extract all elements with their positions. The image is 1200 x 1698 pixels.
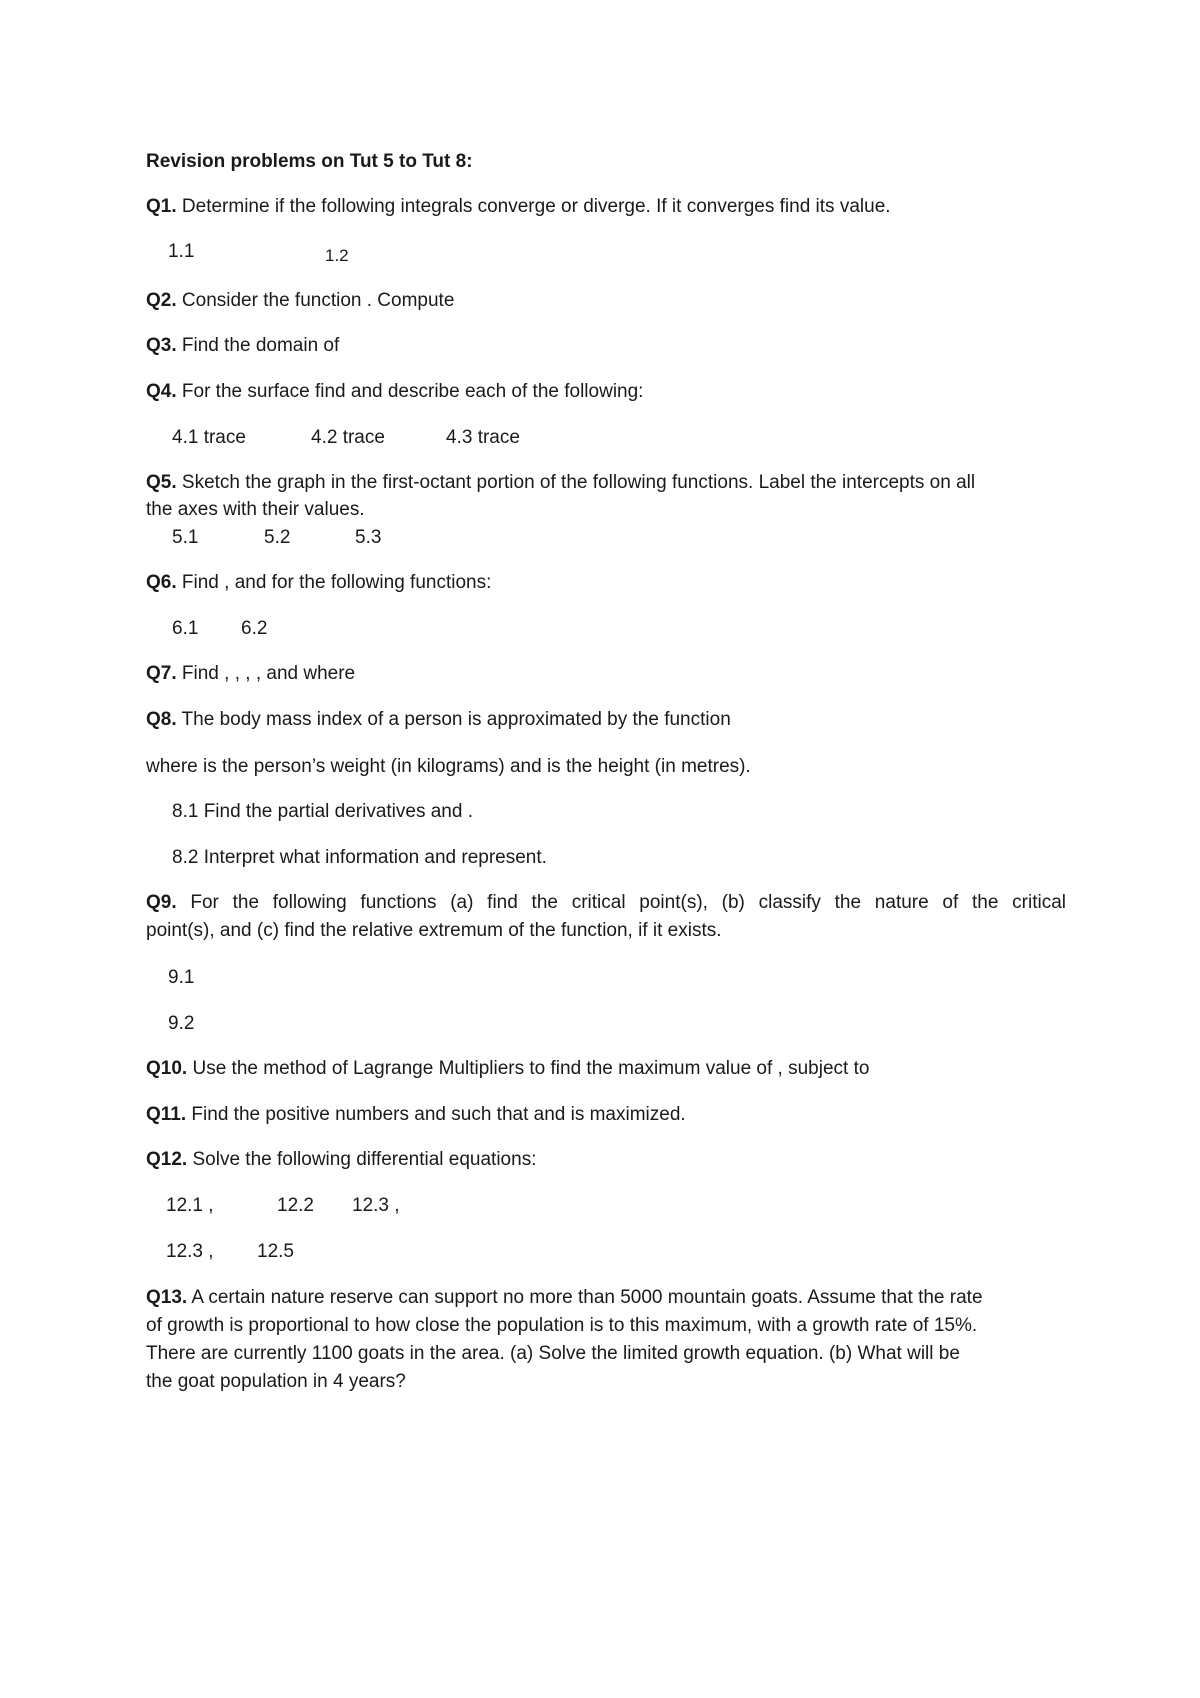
question-5-line-2: the axes with their values. — [146, 499, 365, 520]
question-5-item-3: 5.3 — [355, 527, 382, 548]
question-12-item-1: 12.1 , — [166, 1195, 214, 1216]
question-9-item-2: 9.2 — [168, 1013, 195, 1034]
question-3-text: Find the domain of — [176, 335, 340, 356]
question-8 — [146, 708, 731, 732]
question-5-item-1: 5.1 — [172, 527, 199, 548]
question-10-label: Q10. — [146, 1058, 188, 1079]
question-9-item-1: 9.1 — [168, 967, 195, 988]
question-10-text: Use the method of Lagrange Multipliers to find the maximum value of , subject to — [187, 1058, 870, 1079]
question-5-text: Sketch the graph in the first-octant portion of the following functions. Label the intercepts on all — [176, 472, 976, 493]
question-9-line-1 — [146, 891, 1066, 915]
question-11-label: Q11. — [146, 1104, 187, 1125]
question-4-text: For the surface find and describe each of the following: — [176, 381, 644, 402]
document-title: Revision problems on Tut 5 to Tut 8: — [146, 151, 473, 172]
question-9-line-2: point(s), and (c) find the relative extremum of the function, if it exists. — [146, 920, 722, 941]
question-13-line-2: of growth is proportional to how close the population is to this maximum, with a growth rate of 15%. — [146, 1315, 978, 1336]
question-6-item-1: 6.1 — [172, 618, 199, 639]
question-1 — [146, 195, 891, 219]
question-9-text: For the following functions (a) find the critical point(s), (b) classify the nature of the critical — [176, 892, 1066, 913]
question-8-item-1: 8.1 Find the partial derivatives and . — [172, 801, 474, 822]
question-12-text: Solve the following differential equations: — [187, 1149, 537, 1170]
question-4-item-2: 4.2 trace — [311, 427, 385, 448]
question-2 — [146, 289, 454, 313]
question-1-text: Determine if the following integrals converge or diverge. If it converges find its value. — [176, 196, 891, 217]
question-8-item-2: 8.2 Interpret what information and represent. — [172, 847, 547, 868]
question-3 — [146, 334, 339, 358]
question-1-label: Q1. — [146, 196, 177, 217]
question-3-label: Q3. — [146, 335, 177, 356]
question-12-item-5: 12.5 — [257, 1241, 294, 1262]
question-9-label: Q9. — [146, 892, 177, 913]
question-2-label: Q2. — [146, 290, 177, 311]
question-11-text: Find the positive numbers and such that and is maximized. — [186, 1104, 686, 1125]
question-6-text: Find , and for the following functions: — [176, 572, 492, 593]
question-7-text: Find , , , , and where — [176, 663, 356, 684]
question-4 — [146, 380, 643, 404]
question-4-item-3: 4.3 trace — [446, 427, 520, 448]
question-1-item-1: 1.1 — [168, 241, 195, 262]
question-4-item-1: 4.1 trace — [172, 427, 246, 448]
question-6 — [146, 571, 491, 595]
question-13-line-1 — [146, 1286, 983, 1310]
question-4-label: Q4. — [146, 381, 177, 402]
question-13-line-3: There are currently 1100 goats in the area. (a) Solve the limited growth equation. (b) What will be — [146, 1343, 960, 1364]
question-5-label: Q5. — [146, 472, 177, 493]
question-10 — [146, 1057, 869, 1081]
question-5-item-2: 5.2 — [264, 527, 291, 548]
question-1-item-2: 1.2 — [325, 246, 349, 265]
question-13-label: Q13. — [146, 1287, 188, 1308]
question-5-line-1 — [146, 471, 975, 495]
question-13-text: A certain nature reserve can support no more than 5000 mountain goats. Assume that the rate — [187, 1287, 983, 1308]
question-12-label: Q12. — [146, 1149, 188, 1170]
question-2-text: Consider the function . Compute — [176, 290, 455, 311]
question-12-item-4: 12.3 , — [166, 1241, 214, 1262]
question-6-label: Q6. — [146, 572, 177, 593]
question-12-item-2: 12.2 — [277, 1195, 314, 1216]
question-8-line-2: where is the person’s weight (in kilograms) and is the height (in metres). — [146, 756, 751, 777]
question-6-item-2: 6.2 — [241, 618, 268, 639]
question-7 — [146, 662, 355, 686]
question-12-item-3: 12.3 , — [352, 1195, 400, 1216]
question-8-text: The body mass index of a person is approximated by the function — [176, 709, 731, 730]
question-13-line-4: the goat population in 4 years? — [146, 1371, 406, 1392]
question-8-label: Q8. — [146, 709, 177, 730]
question-12 — [146, 1148, 536, 1172]
question-11 — [146, 1103, 686, 1127]
question-7-label: Q7. — [146, 663, 177, 684]
